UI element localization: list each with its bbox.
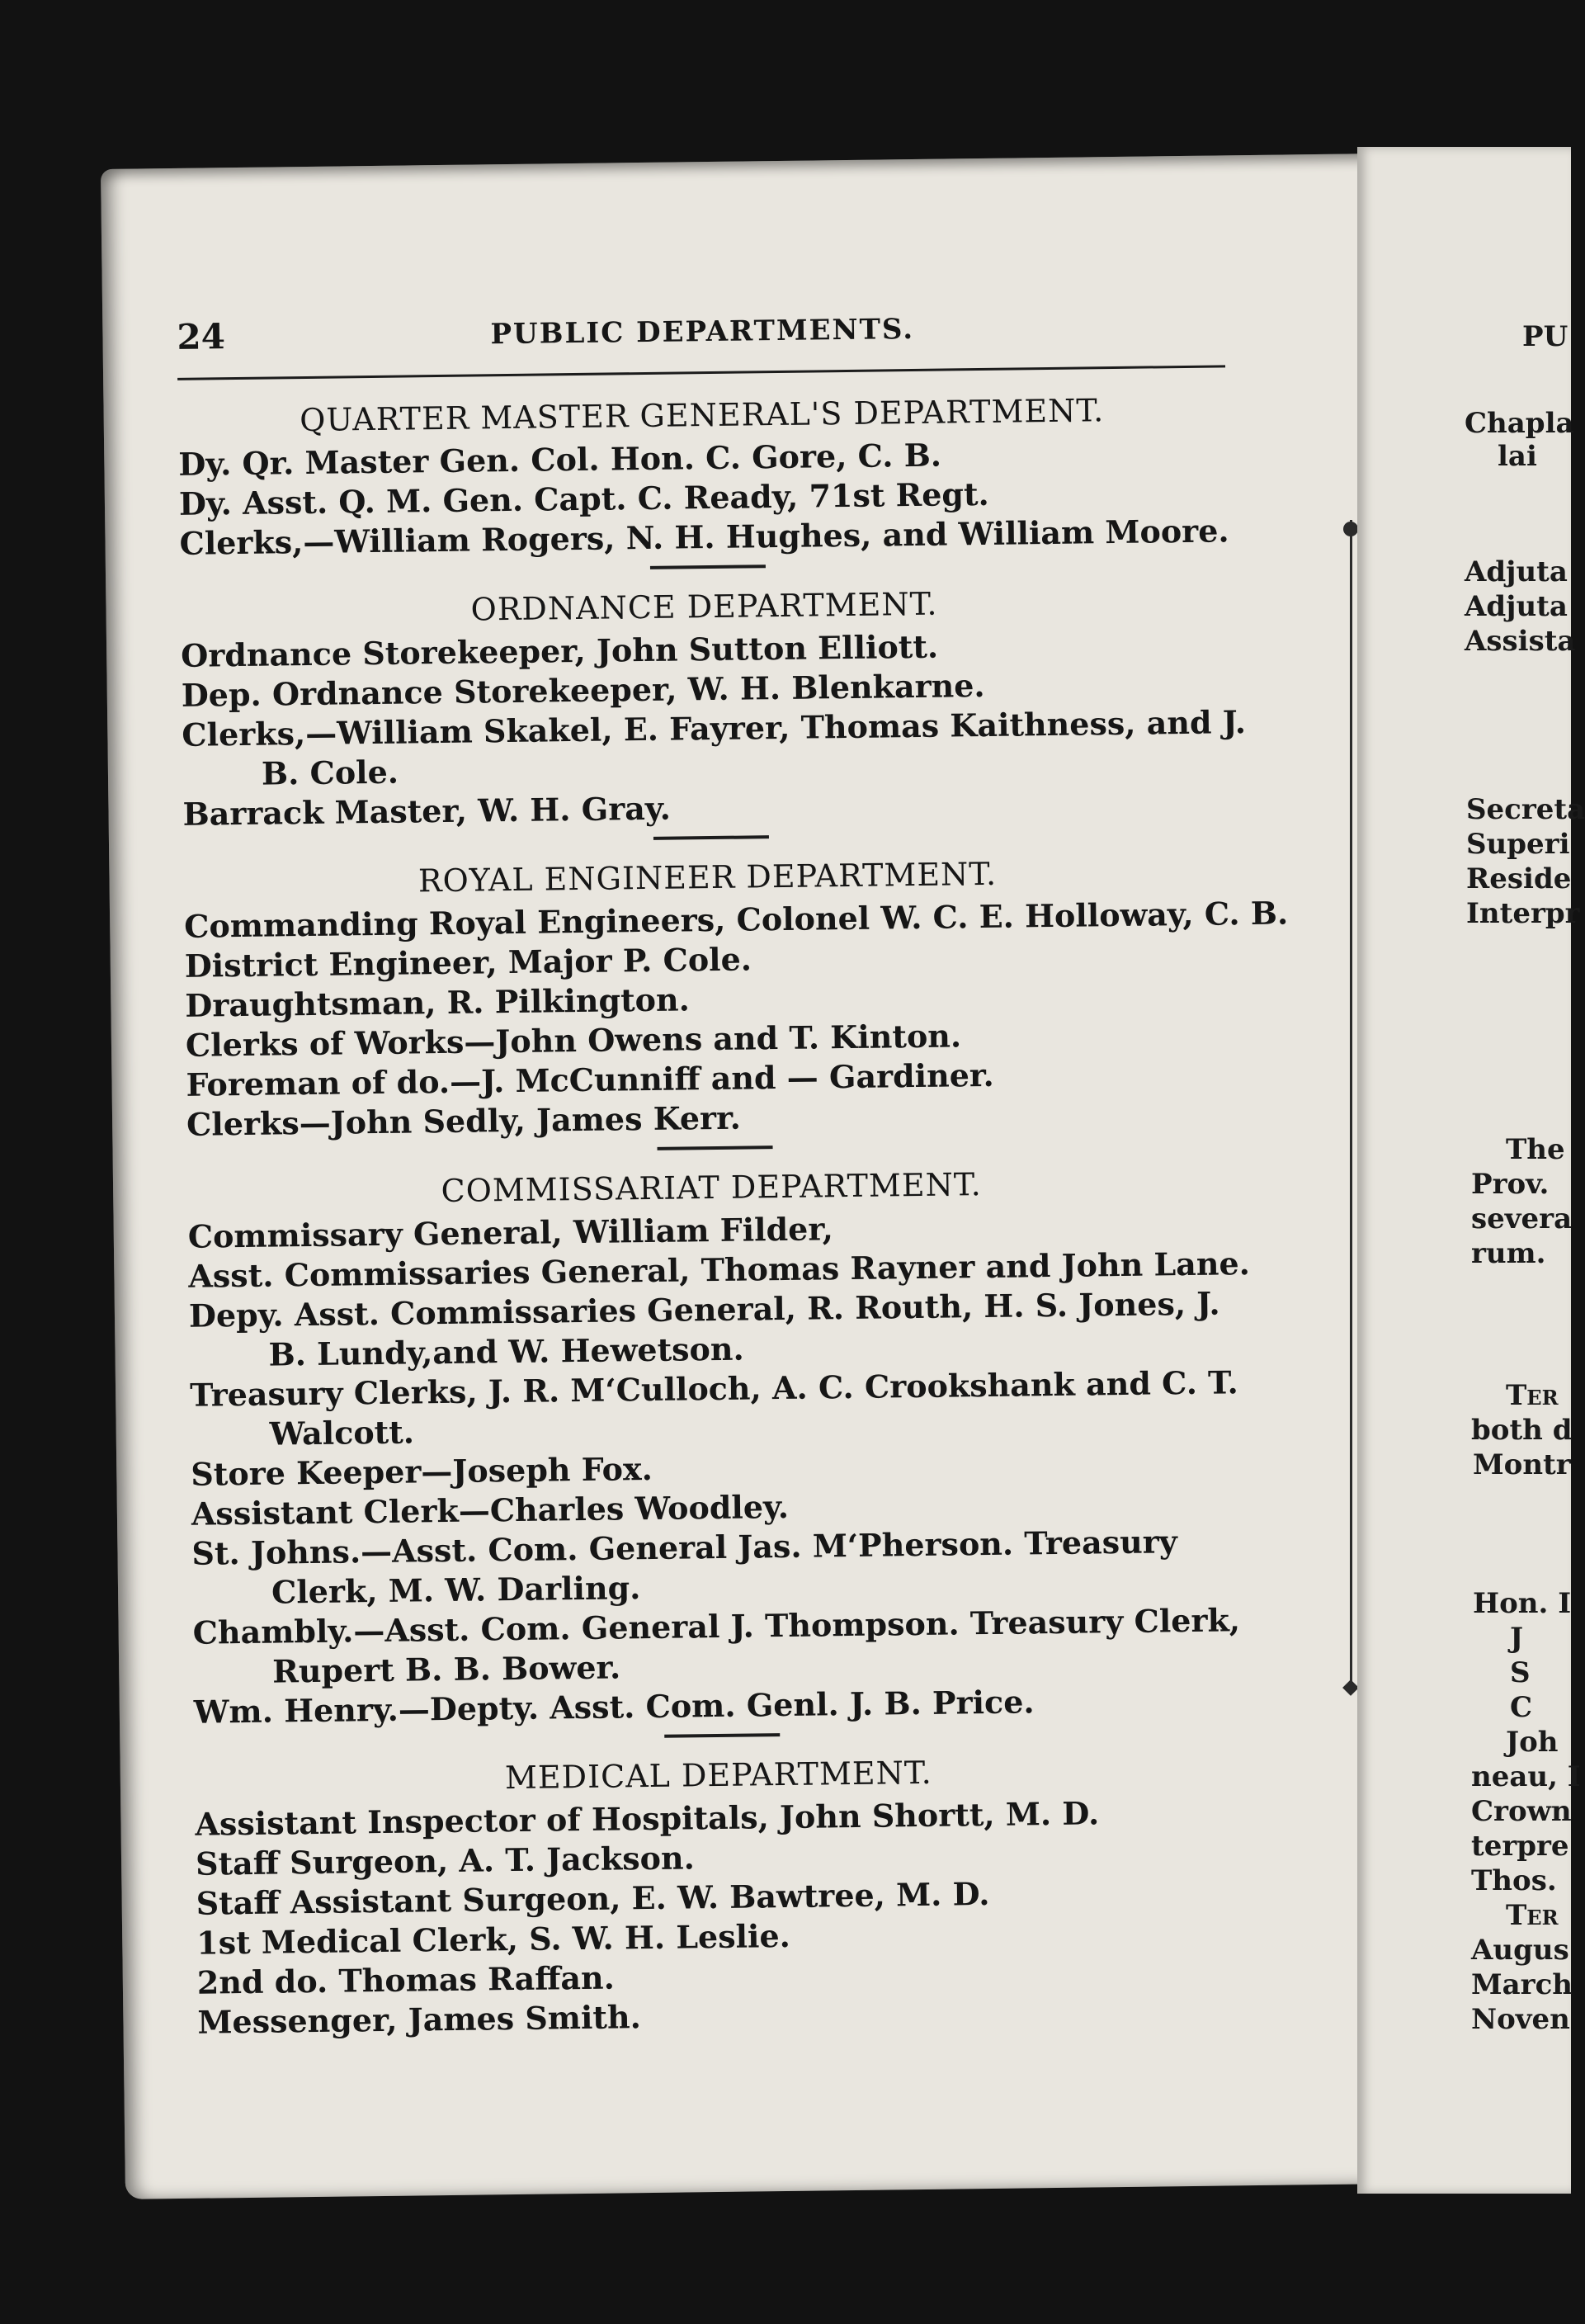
right-fragment: terpre [1471, 1830, 1569, 1863]
gutter-rule [1350, 520, 1352, 1692]
list-item: Treasury Clerks, J. R. M‘Culloch, A. C. Crookshank and C. T. [189, 1363, 1239, 1414]
section-title-medical: MEDICAL DEPARTMENT. [504, 1754, 932, 1797]
right-fragment: Interpr [1466, 897, 1580, 930]
right-fragment: Assista [1465, 625, 1576, 658]
list-item: Clerks,—William Skakel, E. Fayrer, Thomas Kaithness, and J. [182, 703, 1247, 753]
left-page [101, 154, 1429, 2199]
page-content [177, 303, 1369, 2043]
section-divider [653, 835, 769, 840]
list-item: Dep. Ordnance Storekeeper, W. H. Blenkarne. [181, 666, 985, 714]
right-fragment: March [1471, 1968, 1573, 2001]
list-item: Clerks of Works—John Owens and T. Kinton. [185, 1017, 962, 1064]
right-fragment: Secreta [1466, 793, 1585, 826]
list-item: Clerks,—William Rogers, N. H. Hughes, and William Moore. [179, 512, 1229, 562]
list-item: Barrack Master, W. H. Gray. [182, 789, 672, 833]
right-fragment: Ter [1506, 1379, 1559, 1412]
list-item: Clerks—John Sedly, James Kerr. [186, 1098, 742, 1143]
right-fragment: Montr [1473, 1448, 1571, 1481]
list-item: Depy. Asst. Commissaries General, R. Routh, H. S. Jones, J. [188, 1284, 1220, 1334]
list-item: St. Johns.—Asst. Com. General Jas. M‘Pherson. Treasury [191, 1523, 1178, 1572]
right-fragment: Chapla [1465, 407, 1574, 440]
right-fragment: Ter [1506, 1899, 1559, 1932]
list-item: Assistant Inspector of Hospitals, John Shortt, M. D. [195, 1794, 1100, 1843]
list-item: Staff Surgeon, A. T. Jackson. [195, 1839, 696, 1882]
right-fragment: severa [1471, 1202, 1573, 1235]
section-divider [664, 1733, 780, 1738]
right-fragment: both d [1471, 1414, 1573, 1447]
list-item-continuation: Walcott. [269, 1413, 415, 1452]
page-header [177, 303, 1349, 366]
list-item: Staff Assistant Surgeon, E. W. Bawtree, M. D. [196, 1874, 990, 1922]
right-fragment: J [1510, 1622, 1524, 1655]
list-item: Assistant Clerk—Charles Woodley. [191, 1487, 790, 1533]
list-item: Dy. Asst. Q. M. Gen. Capt. C. Ready, 71st Regt. [178, 475, 989, 522]
right-fragment: rum. [1471, 1237, 1546, 1270]
list-item: Commanding Royal Engineers, Colonel W. C. E. Holloway, C. B. [183, 894, 1289, 945]
page-number: 24 [177, 316, 226, 357]
header-rule [177, 365, 1225, 380]
list-item: Store Keeper—Joseph Fox. [191, 1449, 653, 1493]
list-item: Dy. Qr. Master Gen. Col. Hon. C. Gore, C. B. [178, 436, 942, 483]
right-fragment: S [1510, 1656, 1531, 1689]
right-fragment: Crown [1471, 1795, 1572, 1828]
right-page [1357, 147, 1585, 2194]
list-item: Chambly.—Asst. Com. General J. Thompson. Treasury Clerk, [192, 1601, 1241, 1651]
right-fragment: Superi [1466, 828, 1570, 861]
list-item-continuation: B. Cole. [261, 753, 399, 792]
section-title-ordnance: ORDNANCE DEPARTMENT. [470, 585, 938, 628]
running-title: PUBLIC DEPARTMENTS. [490, 312, 915, 352]
list-item: Foreman of do.—J. McCunniff and — Gardiner. [186, 1056, 994, 1103]
right-fragment: Thos. [1471, 1864, 1557, 1897]
list-item: Ordnance Storekeeper, John Sutton Elliott. [180, 627, 939, 674]
section-title-commissariat: COMMISSARIAT DEPARTMENT. [441, 1166, 982, 1210]
list-item: 1st Medical Clerk, S. W. H. Leslie. [196, 1916, 791, 1962]
right-fragment: C [1510, 1691, 1533, 1724]
list-item: Asst. Commissaries General, Thomas Rayner and John Lane. [188, 1245, 1251, 1295]
right-fragment: The [1506, 1133, 1565, 1166]
list-item: Messenger, James Smith. [197, 1998, 642, 2041]
list-item-continuation: B. Lundy,and W. Hewetson. [268, 1330, 744, 1373]
list-item: 2nd do. Thomas Raffan. [196, 1958, 616, 2001]
list-item-continuation: Rupert B. B. Bower. [271, 1648, 621, 1690]
list-item: Commissary General, William Filder, [187, 1210, 834, 1255]
section-title-royal-engineer: ROYAL ENGINEER DEPARTMENT. [417, 855, 998, 900]
right-fragment: Augus [1471, 1934, 1569, 1967]
right-fragment: Prov. [1471, 1168, 1550, 1201]
right-fragment: Noven [1471, 2003, 1570, 2036]
section-divider [658, 1145, 773, 1150]
right-fragment: Joh [1506, 1726, 1559, 1759]
right-fragment: Reside [1466, 862, 1572, 895]
right-fragment: Hon. I [1473, 1587, 1572, 1620]
list-item: District Engineer, Major P. Cole. [184, 940, 752, 985]
list-item-continuation: Clerk, M. W. Darling. [271, 1569, 641, 1611]
section-divider [650, 564, 766, 569]
gutter-ornament-top [1343, 522, 1358, 536]
right-fragment: neau, I [1471, 1760, 1581, 1793]
section-title-quarter-master: QUARTER MASTER GENERAL'S DEPARTMENT. [299, 392, 1105, 439]
right-fragment: Adjuta [1465, 590, 1568, 623]
list-item: Draughtsman, R. Pilkington. [185, 980, 691, 1024]
right-page-header: PU [1522, 320, 1568, 353]
right-fragment: lai [1498, 440, 1537, 473]
right-fragment: Adjuta [1465, 555, 1568, 588]
list-item: Wm. Henry.—Depty. Asst. Com. Genl. J. B. Price. [193, 1683, 1035, 1731]
